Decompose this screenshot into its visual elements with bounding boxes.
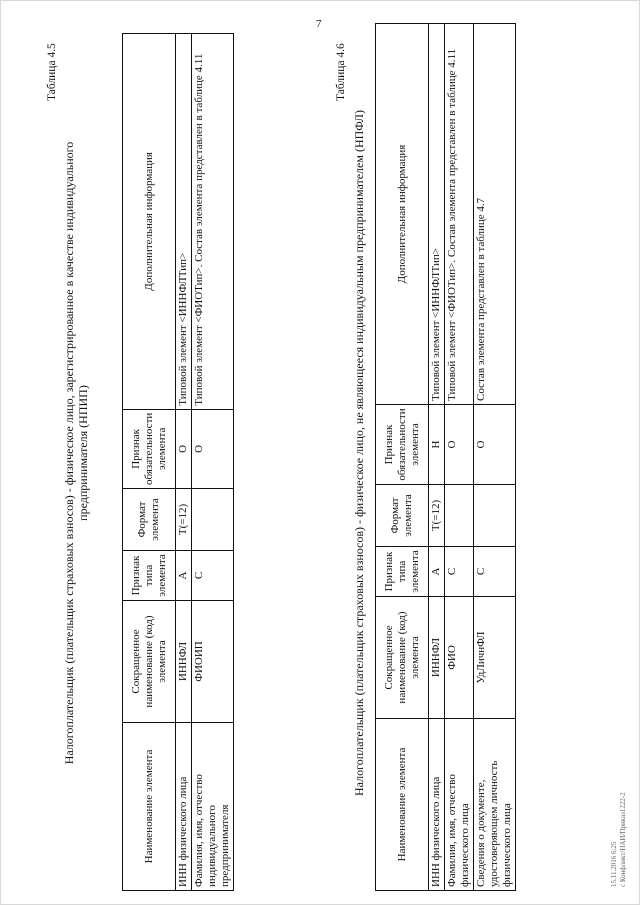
document-stamp [610, 792, 628, 887]
rotated-content [40, 13, 640, 893]
table-cell: T(=12) [429, 485, 445, 547]
table-4-5-title [62, 13, 90, 893]
column-header: Сокращенное наименование (код) элемента [123, 601, 176, 723]
table-4-5-title-line1: Налогоплательщик (плательщик страховых взносов) - физическое лицо, зарегистрированное в качестве индивидуального [62, 141, 76, 765]
column-header: Дополнительная информация [376, 24, 429, 405]
column-header: Признак типа элемента [376, 547, 429, 597]
column-header: Наименование элемента [376, 719, 429, 891]
column-header: Сокращенное наименование (код) элемента [376, 597, 429, 719]
column-header: Формат элемента [123, 489, 176, 551]
table-cell: Состав элемента представлен в таблице 4.7 [474, 24, 516, 405]
table-cell: С [192, 551, 234, 601]
table-cell: Типовой элемент <ИННФЛТип> [429, 24, 445, 405]
table-4-6-title: Налогоплательщик (плательщик страховых взносов) - физическое лицо, не являющееся индивидуальным предпринимателем (НПФЛ) [352, 110, 366, 796]
table-row [429, 24, 445, 891]
table-cell: ФИО [445, 597, 474, 719]
table-row [474, 24, 516, 891]
table-4-6-caption: Таблица 4.6 [335, 43, 347, 101]
table-4-5-caption: Таблица 4.5 [46, 43, 58, 101]
table-4-5 [122, 33, 234, 891]
table-cell: Типовой элемент <ИННФЛТип> [176, 34, 192, 410]
table-cell: С [474, 547, 516, 597]
table-cell: Фамилия, имя, отчество физического лица [445, 719, 474, 891]
column-header: Наименование элемента [123, 723, 176, 891]
column-header: Дополнительная информация [123, 34, 176, 410]
table-cell: О [192, 409, 234, 488]
table-cell: О [176, 409, 192, 488]
table-row [176, 34, 192, 891]
table-cell: О [474, 405, 516, 485]
table-cell: Типовой элемент <ФИОТип>. Состав элемента представлен в таблице 4.11 [445, 24, 474, 405]
table-cell [192, 489, 234, 551]
table-4-6 [375, 23, 516, 891]
table-cell: Н [429, 405, 445, 485]
table-cell: Фамилия, имя, отчество индивидуального предпринимателя [192, 723, 234, 891]
table-header-row [376, 24, 429, 891]
stamp-line-1: 15.11.2016 6:25 [610, 841, 618, 887]
table-cell: Сведения о документе, удостоверяющем личность физического лица [474, 719, 516, 891]
table-cell: А [429, 547, 445, 597]
page-number: 7 [316, 18, 322, 30]
column-header: Формат элемента [376, 485, 429, 547]
table-cell: О [445, 405, 474, 485]
table-cell: ИННФЛ [429, 597, 445, 719]
table-cell: С [445, 547, 474, 597]
table-row [192, 34, 234, 891]
column-header: Признак обязательности элемента [376, 405, 429, 485]
table-cell: ФИОИП [192, 601, 234, 723]
stamp-line-2: с Конфликт/НАИ/Приказ1222-2 [619, 792, 627, 887]
table-cell [474, 485, 516, 547]
table-row [445, 24, 474, 891]
table-cell [445, 485, 474, 547]
table-cell: ИНН физического лица [429, 719, 445, 891]
table-4-5-title-line2: предпринимателя (НПИП) [76, 385, 90, 521]
column-header: Признак обязательности элемента [123, 409, 176, 488]
column-header: Признак типа элемента [123, 551, 176, 601]
table-cell: УдЛичнФЛ [474, 597, 516, 719]
table-cell: ИНН физического лица [176, 723, 192, 891]
table-cell: А [176, 551, 192, 601]
table-header-row [123, 34, 176, 891]
table-cell: Типовой элемент <ФИОТип>. Состав элемента представлен в таблице 4.11 [192, 34, 234, 410]
table-cell: ИННФЛ [176, 601, 192, 723]
table-cell: T(=12) [176, 489, 192, 551]
